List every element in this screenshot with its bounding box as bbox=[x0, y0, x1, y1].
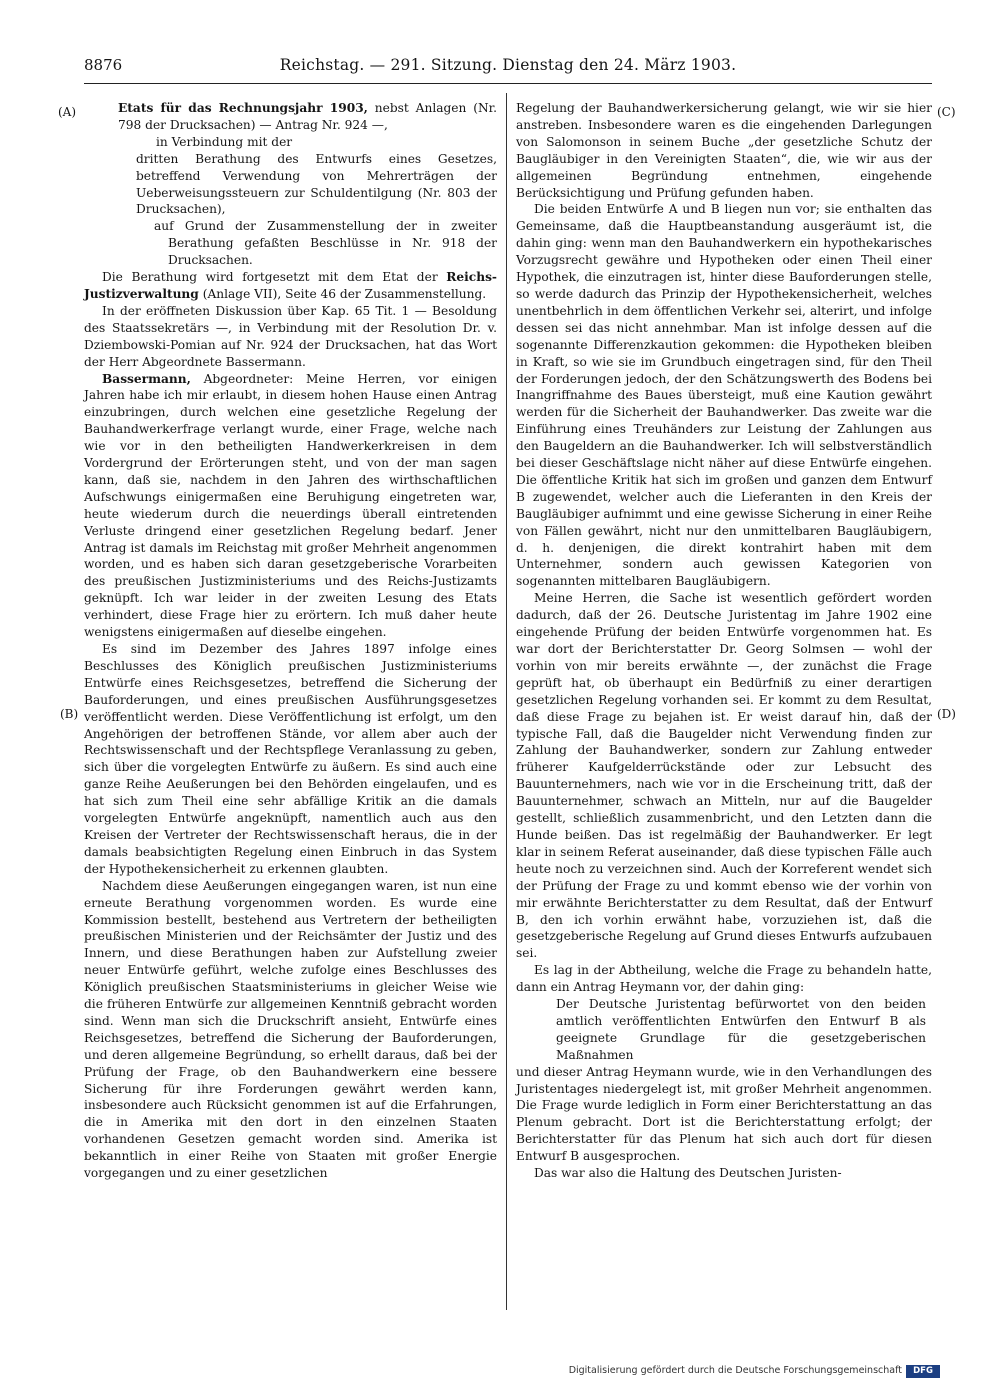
speech-paragraph: Es lag in der Abtheilung, welche die Frage zu behandeln hatte, dann ein Antrag Heymann vor, der dahin ging: bbox=[516, 963, 932, 995]
margin-marker-c: (C) bbox=[937, 105, 956, 119]
column-divider bbox=[506, 93, 507, 1310]
speech-text: Abgeordneter: Meine Herren, vor einigen Jahren habe ich mir erlaubt, in diesem hohen Hause einen Antrag einzubringen, durch welchen eine gesetzliche Regelung der Bauhandwerkerfrage verlangt wurde, einer Frage, welche nach wie vor in den betheiligten Handwerkerkreisen in dem Vordergrund der Erörterungen steht, und von der man sagen kann, daß sie, nachdem in den Jahren des wirthschaftlichen Aufschwungs einigermaßen eine Beruhigung eingetreten war, heute wiederum durch die neuerdings überall eintretenden Verluste dringend einer gesetzlichen Regelung bedarf. Jener Antrag ist damals im Reichstag mit großer Mehrheit angenommen worden, und es haben sich daran gesetzgeberische Vorarbeiten des preußischen Justizministeriums und des Reichs-Justizamts geknüpft. Ich war leider in der zweiten Lesung des Etats verhindert, diese Frage hier zu erörtern. Ich muß daher heute wenigstens einigermaßen auf dieselbe eingehen. bbox=[84, 371, 497, 640]
page-number: 8876 bbox=[84, 56, 123, 74]
margin-marker-a: (A) bbox=[58, 105, 77, 119]
agenda-item-text: nebst Anlagen (Nr. 798 der Drucksachen) — Antrag Nr. 924 —, bbox=[118, 101, 497, 132]
speech-paragraph: und dieser Antrag Heymann wurde, wie in den Verhandlungen des Juristentages niedergelegt ist, mit großer Mehrheit angenommen. Die Frage wurde lediglich in Form einer Berichterstattung an das Plenum gebracht. Dort ist die Berichterstattung erfolgt; der Berichterstatter für das Plenum hat sich auch dort für diesen Entwurf B ausgesprochen. bbox=[516, 1064, 932, 1164]
speech-paragraph: Nachdem diese Aeußerungen eingegangen waren, ist nun eine erneute Berathung vorgenommen worden. Es wurde eine Kommission bestellt, bestehend aus Vertretern der betheiligten preußischen Ministerien und der Reichsämter der Justiz und des Innern, und diese Berathungen haben zur Aufstellung zweier neuer Entwürfe geführt, welche zufolge eines Beschlusses des Königlich preußischen Staatsministeriums in gleicher Weise wie die früheren Entwürfe zur allgemeinen Kenntniß gebracht worden sind. Wenn man sich die Druckschrift ansieht, Entwürfe eines Reichsgesetzes, betreffend die Sicherung der Bauforderungen, und deren allgemeine Begründung, so erhellt daraus, daß bei der Prüfung der Frage, ob den Bauhandwerkern eine bessere Sicherung für ihre Forderungen gewährt werden kann, insbesondere auch Rücksicht genommen ist auf die Erfahrungen, die in Amerika mit den dort in den einzelnen Staaten vorhandenen Gesetzen gemacht worden sind. Amerika ist bekanntlich in einer Reihe von Staaten mit großer Energie vorgegangen und zu einer gesetzlichen bbox=[84, 878, 497, 1181]
debate-paragraph: In der eröffneten Diskussion über Kap. 65 Tit. 1 — Besoldung des Staatssekretärs —, in Verbindung mit der Resolution Dr. v. Dziembowski-Pomian auf Nr. 924 der Drucksachen, hat das Wort der Herr Abgeordnete Bassermann. bbox=[84, 303, 497, 369]
debate-intro-bold: Reichs-Justizverwaltung bbox=[84, 270, 497, 301]
right-column bbox=[516, 100, 932, 1182]
left-column bbox=[84, 100, 497, 1182]
running-title: Reichstag. — 291. Sitzung. Dienstag den 24. März 1903. bbox=[279, 56, 737, 74]
debate-intro-post: (Anlage VII), Seite 46 der Zusammenstellung. bbox=[198, 286, 487, 301]
quoted-motion: Der Deutsche Juristentag befürwortet von den beiden amtlich veröffentlichten Entwürfen den Entwurf B als geeignete Grundlage für die gesetzgeberischen Maßnahmen bbox=[556, 997, 926, 1062]
agenda-third-reading: dritten Berathung des Entwurfs eines Gesetzes, betreffend Verwendung von Mehrerträgen der Ueberweisungssteuern zur Schuldentilgung (Nr. 803 der Drucksachen), bbox=[136, 151, 497, 217]
speech-bassermann bbox=[84, 371, 497, 642]
speech-paragraph: Meine Herren, die Sache ist wesentlich gefördert worden dadurch, daß der 26. Deutsche Juristentag im Jahre 1902 eine eingehende Prüfung der beiden Entwürfe vorgenommen hat. Es war dort der Berichterstatter Dr. Georg Solmsen — wohl der vorhin von mir bereits erwähnte —, der zunächst die Frage geprüft hat, ob überhaupt ein Bedürfniß zu einer derartigen gesetzlichen Regelung vorhanden sei. Er kommt zu dem Resultat, daß diese Frage zu bejahen ist. Er weist darauf hin, daß der typische Fall, daß die Baugelder nicht Verwendung finden zur Zahlung der Bauhandwerker, sondern zur Zahlung entweder früherer Kaufgelderrückstände oder zur Lebsucht des Bauunternehmers, nach wie vor in die Erscheinung tritt, daß der Bauunternehmer, schwach an Mitteln, nur auf die Baugelder gestellt, schließlich zusammenbricht, und den Letzten dann die Hunde beißen. Das ist regelmäßig der Bauhandwerker. Er legt klar in seinem Referat auseinander, daß diese typischen Fälle auch heute noch zu verzeichnen sind. Auch der Korreferent wendet sich der Prüfung der Frage zu und kommt ebenso wie der vorhin von mir erwähnte Berichterstatter zu dem Resultat, daß der Entwurf B, den ich vorhin erwähnt habe, vorzuziehen ist, daß die gesetzgeberische Regelung auf Grund dieses Entwurfs aufzubauen sei. bbox=[516, 591, 932, 961]
speaker-name: Bassermann, bbox=[102, 371, 191, 386]
margin-marker-d: (D) bbox=[937, 707, 956, 721]
agenda-item-title: Etats für das Rechnungsjahr 1903, bbox=[118, 101, 368, 115]
funding-note: Digitalisierung gefördert durch die Deutsche Forschungsgemeinschaft bbox=[568, 1365, 902, 1376]
speech-paragraph: Die beiden Entwürfe A und B liegen nun vor; sie enthalten das Gemeinsame, daß die Hauptbeanstandung ausgeräumt ist, die dahin ging: wenn man den Bauhandwerkern ein hypothekarisches Vorzugsrecht gewähre und Hypotheken oder einen Theil einer Hypothek, die einzutragen ist, hinter diese Bauforderungen stelle, so werde dadurch das Prinzip der Hypothekensicherheit, welches unentbehrlich in dem öffentlichen Verkehr sei, alterirt, und infolge dessen sei das nicht annehmbar. Man ist infolge dessen auf die sogenannte Differenzkaution gekommen: die Hypotheken bleiben in Kraft, so wie sie im Grundbuch eingetragen sind, für den Theil der Forderungen jedoch, der den Schätzungswerth des Bodens bei Inangriffnahme des Baues übersteigt, muß eine Kaution gewährt werden für die Sicherheit der Bauhandwerker. Das zweite war die Einführung eines Treuhänders zur Leistung der Zahlungen aus den Baugeldern an die Bauhandwerker. Ich will selbstverständlich bei dieser Geschäftslage nicht näher auf diese Entwürfe eingehen. Die öffentliche Kritik hat sich im großen und ganzen dem Entwurf B zugewendet, welcher auch die Lieferanten in den Kreis der Baugläubiger aufnimmt und eine gewisse Sicherung in einer Reihe von Fällen gewährt, nicht nur den unmittelbaren Baugläubigern, d. h. denjenigen, die direkt kontrahirt haben mit dem Unternehmer, sondern auch gewissen Kategorien von sogenannten mittelbaren Baugläubigern. bbox=[516, 202, 932, 589]
page-header bbox=[84, 56, 932, 80]
agenda-item bbox=[84, 100, 497, 134]
speech-paragraph: Es sind im Dezember des Jahres 1897 infolge eines Beschlusses des Königlich preußischen Justizministeriums Entwürfe eines Reichsgesetzes, betreffend die Sicherung der Bauforderungen, und eines preußischen Ausführungsgesetzes veröffentlicht werden. Diese Veröffentlichung ist erfolgt, um den Angehörigen der betroffenen Stände, vor allem aber auch der Rechtswissenschaft und der Rechtspflege Veranlassung zu geben, sich über die vorgelegten Entwürfe zu äußern. Es sind auch eine ganze Reihe Aeußerungen bei den Behörden eingelaufen, und es hat sich zum Theil eine sehr abfällige Kritik an die damals vorgelegten Entwürfe angeknüpft, namentlich auch aus den Kreisen der Vertreter der Rechtswissenschaft heraus, die in der damals beabsichtigten Regelung einen Einbruch in das System der Hypothekensicherheit zu erkennen glaubten. bbox=[84, 642, 497, 876]
agenda-connector: in Verbindung mit der bbox=[156, 134, 293, 149]
debate-intro bbox=[84, 269, 497, 303]
speech-paragraph: Regelung der Bauhandwerkersicherung gelangt, wie wir sie hier anstreben. Insbesondere waren es die eingehenden Darlegungen von Salomonson in seinem Buche „der gesetzliche Schutz der Baugläubiger in den Vereinigten Staaten“, die, wie wir aus der allgemeinen Begründung entnehmen, eingehende Berücksichtigung und Prüfung gefunden haben. bbox=[516, 101, 932, 200]
agenda-basis: auf Grund der Zusammenstellung der in zweiter Berathung gefaßten Beschlüsse in Nr. 918 der Drucksachen. bbox=[154, 219, 497, 268]
footer bbox=[568, 1365, 940, 1379]
margin-marker-b: (B) bbox=[60, 707, 79, 721]
debate-intro-pre: Die Berathung wird fortgesetzt mit dem Etat der bbox=[102, 270, 447, 285]
speech-paragraph: Das war also die Haltung des Deutschen Juristen- bbox=[534, 1166, 842, 1181]
header-rule bbox=[84, 83, 932, 84]
dfg-logo: DFG bbox=[906, 1365, 940, 1378]
